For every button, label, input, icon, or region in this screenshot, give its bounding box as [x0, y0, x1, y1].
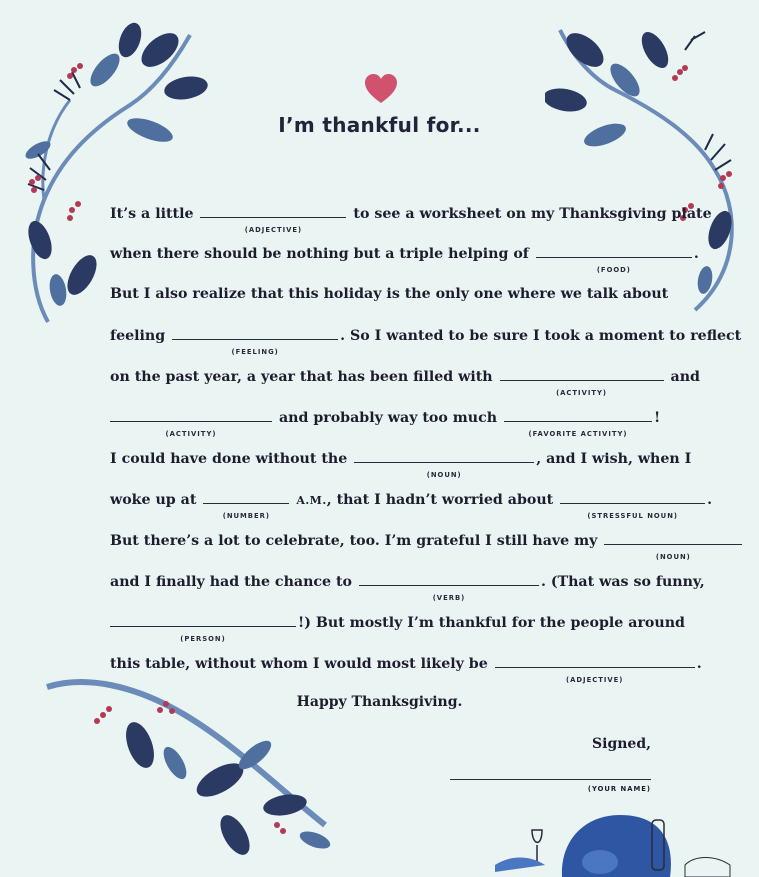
closing-line: Happy Thanksgiving.: [296, 694, 463, 710]
adjective-blank[interactable]: (ADJECTIVE): [200, 203, 346, 218]
food-blank[interactable]: (FOOD): [536, 243, 692, 258]
madlib-line-7: I could have done without the (NOUN) , and I wish, when I: [110, 448, 652, 468]
heart-icon: [364, 73, 398, 105]
madlib-line-2: when there should be nothing but a triple helping of (FOOD) .: [110, 243, 652, 263]
noun-blank-2[interactable]: (NOUN): [604, 530, 742, 545]
favorite-activity-blank[interactable]: (FAVORITE ACTIVITY): [504, 407, 652, 422]
madlib-line-8: woke up at (NUMBER) A.M., that I hadn’t worried about (STRESSFUL NOUN) .: [110, 489, 652, 509]
madlib-line-9: But there’s a lot to celebrate, too. I’m grateful I still have my (NOUN): [110, 530, 652, 550]
madlib-line-3: But I also realize that this holiday is the only one where we talk about: [110, 286, 669, 302]
feeling-blank[interactable]: (FEELING): [172, 325, 338, 340]
number-blank[interactable]: (NUMBER): [203, 489, 289, 504]
stressful-noun-blank[interactable]: (STRESSFUL NOUN): [560, 489, 705, 504]
your-name-caption: (YOUR NAME): [587, 785, 651, 793]
your-name-blank[interactable]: [450, 779, 651, 780]
verb-blank[interactable]: (VERB): [359, 571, 539, 586]
madlib-line-10: and I finally had the chance to (VERB) . (That was so funny,: [110, 571, 652, 591]
thanksgiving-table-icon: [490, 810, 750, 877]
madlib-line-1: It’s a little (ADJECTIVE) to see a worksheet on my Thanksgiving plate: [110, 203, 652, 223]
activity-blank-1[interactable]: (ACTIVITY): [500, 366, 664, 381]
activity-blank-2[interactable]: (ACTIVITY): [110, 407, 272, 422]
leaf-branch-top-left-icon: [10, 10, 210, 330]
noun-blank-1[interactable]: (NOUN): [354, 448, 534, 463]
madlib-line-5: on the past year, a year that has been filled with (ACTIVITY) and: [110, 366, 652, 386]
page-title: I’m thankful for...: [278, 113, 481, 137]
signed-label: Signed,: [592, 736, 651, 752]
madlib-line-6: (ACTIVITY) and probably way too much (FAVORITE ACTIVITY) !: [110, 407, 652, 427]
madlib-line-12: this table, without whom I would most likely be (ADJECTIVE) .: [110, 653, 652, 673]
person-blank[interactable]: (PERSON): [110, 612, 296, 627]
madlib-line-4: feeling (FEELING) . So I wanted to be sure I took a moment to reflect: [110, 325, 652, 345]
adjective-blank-2[interactable]: (ADJECTIVE): [495, 653, 695, 668]
madlib-line-11: (PERSON) !) But mostly I’m thankful for the people around: [110, 612, 652, 632]
